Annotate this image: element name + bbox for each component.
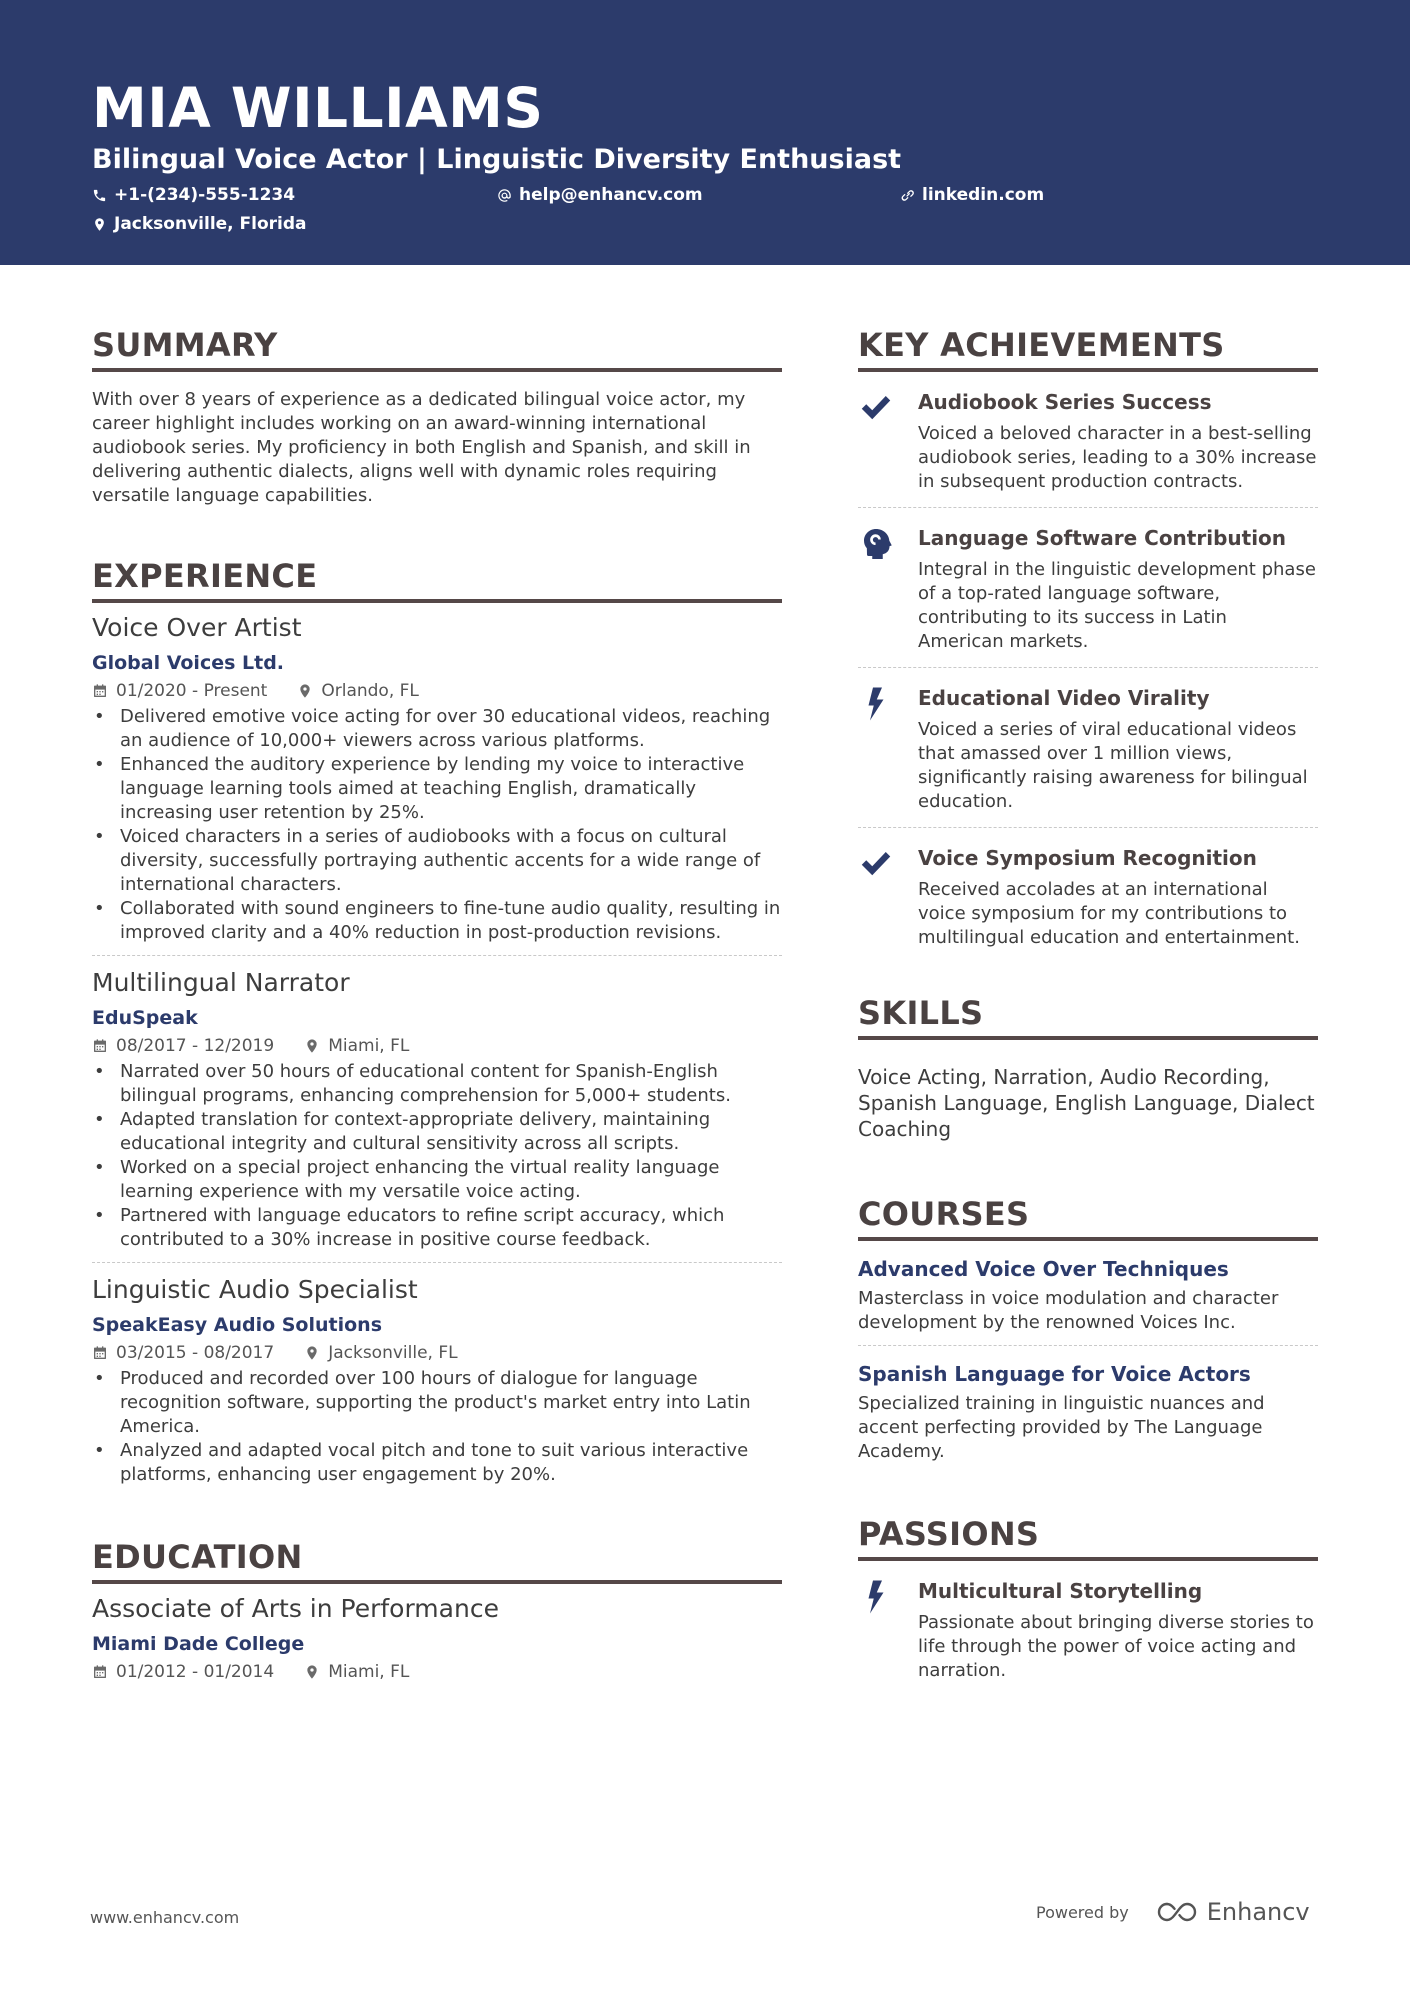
job-location-text: Orlando, FL: [321, 681, 419, 701]
calendar-icon: [92, 683, 108, 699]
passion-desc: Passionate about bringing diverse stories to life through the power of voice acting and narration.: [918, 1612, 1314, 1681]
bolt-icon: [858, 1579, 894, 1615]
passion-body: [918, 1577, 1318, 1683]
education-heading: EDUCATION: [92, 1537, 782, 1584]
job-bullet: • Partnered with language educators to refine script accuracy, which contributed to a 30% increase in positive course feedback.: [92, 1204, 782, 1252]
passions-list: [858, 1561, 1318, 1696]
job-dates-text: 01/2020 - Present: [116, 681, 268, 701]
contact-phone: [92, 183, 295, 207]
company-name: EduSpeak: [92, 1007, 198, 1029]
job-location: [297, 679, 419, 703]
powered-by-label: Powered by: [1036, 1902, 1129, 1922]
bolt-icon: [858, 686, 894, 722]
course-title: Advanced Voice Over Techniques: [858, 1257, 1229, 1281]
linkedin-text: linkedin.com: [922, 185, 1045, 205]
location-pin-icon: [92, 217, 107, 232]
location-pin-icon: [304, 1038, 320, 1054]
job-bullet: • Narrated over 50 hours of educational content for Spanish-English bilingual programs, enhancing comprehension for 5,000+ students.: [92, 1060, 782, 1108]
job-bullet: • Analyzed and adapted vocal pitch and tone to suit various interactive platforms, enhancing user engagement by 20%.: [92, 1439, 782, 1487]
location-text: Jacksonville, Florida: [114, 214, 307, 234]
education-degree: Associate of Arts in Performance: [92, 1594, 499, 1623]
job-location: [304, 1034, 409, 1058]
education-dates-text: 01/2012 - 01/2014: [116, 1662, 275, 1682]
job-title: Multilingual Narrator: [92, 968, 350, 997]
education-school: Miami Dade College: [92, 1633, 305, 1655]
achievement-item: [858, 668, 1318, 828]
job-bullet: • Voiced characters in a series of audiobooks with a focus on cultural diversity, successfully portraying authentic accents for a wide range of international characters.: [92, 825, 782, 897]
job-dates: [92, 1341, 274, 1365]
job-dates-text: 03/2015 - 08/2017: [116, 1343, 275, 1363]
job-meta: [92, 1341, 782, 1365]
achievement-body: [918, 684, 1318, 814]
phone-text: +1-(234)-555-1234: [114, 185, 296, 205]
skills-heading: SKILLS: [858, 993, 1318, 1040]
link-icon: [900, 188, 915, 203]
company-name: SpeakEasy Audio Solutions: [92, 1314, 383, 1336]
job-bullet: • Collaborated with sound engineers to fine-tune audio quality, resulting in improved clarity and a 40% reduction in post-production revisions.: [92, 897, 782, 945]
education-location: [304, 1660, 409, 1684]
enhancv-logo[interactable]: [1155, 1898, 1310, 1926]
calendar-icon: [92, 1038, 108, 1054]
achievement-item: [858, 828, 1318, 963]
job-bullets: [92, 705, 782, 945]
passions-section: [858, 1514, 1318, 1696]
education-meta: [92, 1660, 782, 1684]
company-name: Global Voices Ltd.: [92, 652, 285, 674]
course-item: [858, 1346, 1318, 1474]
achievement-body: [918, 388, 1318, 494]
check-icon: [858, 390, 894, 426]
achievement-desc: Voiced a series of viral educational videos that amassed over 1 million views, significantly raising awareness for bilingual education.: [918, 719, 1308, 812]
job-bullets: [92, 1367, 782, 1487]
achievement-title: Educational Video Virality: [918, 686, 1210, 710]
job-title: Linguistic Audio Specialist: [92, 1275, 418, 1304]
achievement-title: Voice Symposium Recognition: [918, 846, 1257, 870]
job-meta: [92, 1034, 782, 1058]
phone-icon: [92, 188, 107, 203]
job-location: [304, 1341, 457, 1365]
summary-section: [92, 325, 782, 508]
achievement-desc: Received accolades at an international voice symposium for my contributions to multilingual education and entertainment.: [918, 879, 1300, 948]
resume-header: [0, 0, 1410, 265]
achievement-icon-wrap: [858, 388, 918, 494]
skills-text: Voice Acting, Narration, Audio Recording, Spanish Language, English Language, Dialect Coaching: [858, 1065, 1315, 1141]
calendar-icon: [92, 1345, 108, 1361]
job-location-text: Jacksonville, FL: [328, 1343, 458, 1363]
job-entry: [92, 1262, 782, 1497]
education-location-text: Miami, FL: [328, 1662, 410, 1682]
achievement-icon-wrap: [858, 844, 918, 950]
contact-location: [92, 212, 307, 236]
achievement-title: Audiobook Series Success: [918, 390, 1212, 414]
job-dates-text: 08/2017 - 12/2019: [116, 1036, 275, 1056]
brand-name: Enhancv: [1206, 1898, 1310, 1926]
check-icon: [858, 846, 894, 882]
contact-email[interactable]: [497, 183, 703, 207]
skills-section: [858, 993, 1318, 1142]
achievement-title: Language Software Contribution: [918, 526, 1287, 550]
footer-website[interactable]: www.enhancv.com: [90, 1908, 240, 1927]
job-title: Voice Over Artist: [92, 613, 302, 642]
candidate-title: Bilingual Voice Actor | Linguistic Diversity Enthusiast: [92, 144, 902, 175]
job-location-text: Miami, FL: [328, 1036, 410, 1056]
passion-title: Multicultural Storytelling: [918, 1579, 1203, 1603]
education-section: [92, 1537, 782, 1684]
course-title: Spanish Language for Voice Actors: [858, 1362, 1251, 1386]
passion-icon-wrap: [858, 1577, 918, 1683]
job-meta: [92, 679, 782, 703]
experience-section: [92, 556, 782, 1497]
experience-list: [92, 611, 782, 1497]
infinity-logo-icon: [1155, 1900, 1199, 1924]
at-icon: [497, 188, 512, 203]
achievement-desc: Voiced a beloved character in a best-selling audiobook series, leading to a 30% increase in subsequent production contracts.: [918, 423, 1317, 492]
job-bullet: • Worked on a special project enhancing the virtual reality language learning experience with my versatile voice acting.: [92, 1156, 782, 1204]
location-pin-icon: [297, 683, 313, 699]
achievements-list: [858, 372, 1318, 963]
achievement-body: [918, 844, 1318, 950]
course-desc: Specialized training in linguistic nuances and accent perfecting provided by The Language Academy.: [858, 1393, 1265, 1462]
course-desc: Masterclass in voice modulation and character development by the renowned Voices Inc.: [858, 1288, 1279, 1333]
summary-heading: SUMMARY: [92, 325, 782, 372]
location-pin-icon: [304, 1664, 320, 1680]
achievement-item: [858, 508, 1318, 668]
passion-item: [858, 1561, 1318, 1696]
achievements-section: [858, 325, 1318, 963]
achievements-heading: KEY ACHIEVEMENTS: [858, 325, 1318, 372]
achievement-icon-wrap: [858, 684, 918, 814]
experience-heading: EXPERIENCE: [92, 556, 782, 603]
job-entry: [92, 611, 782, 955]
right-column: [858, 325, 1318, 1696]
footer-branding: [1036, 1898, 1310, 1926]
courses-section: [858, 1194, 1318, 1474]
courses-list: [858, 1241, 1318, 1474]
job-bullets: [92, 1060, 782, 1252]
contact-linkedin[interactable]: [900, 183, 1044, 207]
email-text: help@enhancv.com: [519, 185, 703, 205]
course-item: [858, 1241, 1318, 1346]
job-dates: [92, 679, 267, 703]
candidate-name: MIA WILLIAMS: [92, 76, 544, 140]
achievement-icon-wrap: [858, 524, 918, 654]
courses-heading: COURSES: [858, 1194, 1318, 1241]
achievement-desc: Integral in the linguistic development phase of a top-rated language software, contributing to its success in Latin American markets.: [918, 559, 1316, 652]
job-dates: [92, 1034, 274, 1058]
education-dates: [92, 1660, 274, 1684]
job-bullet: • Enhanced the auditory experience by lending my voice to interactive language learning tools aimed at teaching English, dramatically increasing user retention by 25%.: [92, 753, 782, 825]
job-bullet: • Adapted translation for context-appropriate delivery, maintaining educational integrity and cultural sensitivity across all scripts.: [92, 1108, 782, 1156]
job-entry: [92, 955, 782, 1262]
passions-heading: PASSIONS: [858, 1514, 1318, 1561]
calendar-icon: [92, 1664, 108, 1680]
job-bullet: • Produced and recorded over 100 hours of dialogue for language recognition software, supporting the product's market entry into Latin America.: [92, 1367, 782, 1439]
summary-text: With over 8 years of experience as a dedicated bilingual voice actor, my career highlight includes working on an award-winning international audiobook series. My proficiency in both English and Spanish, and skill in delivering authentic dialects, aligns well with dynamic roles requiring versatile language capabilities.: [92, 389, 751, 506]
achievement-body: [918, 524, 1318, 654]
achievement-item: [858, 372, 1318, 508]
location-pin-icon: [304, 1345, 320, 1361]
left-column: [92, 325, 782, 1684]
head-icon: [858, 526, 894, 562]
job-bullet: • Delivered emotive voice acting for over 30 educational videos, reaching an audience of 10,000+ viewers across various platforms.: [92, 705, 782, 753]
